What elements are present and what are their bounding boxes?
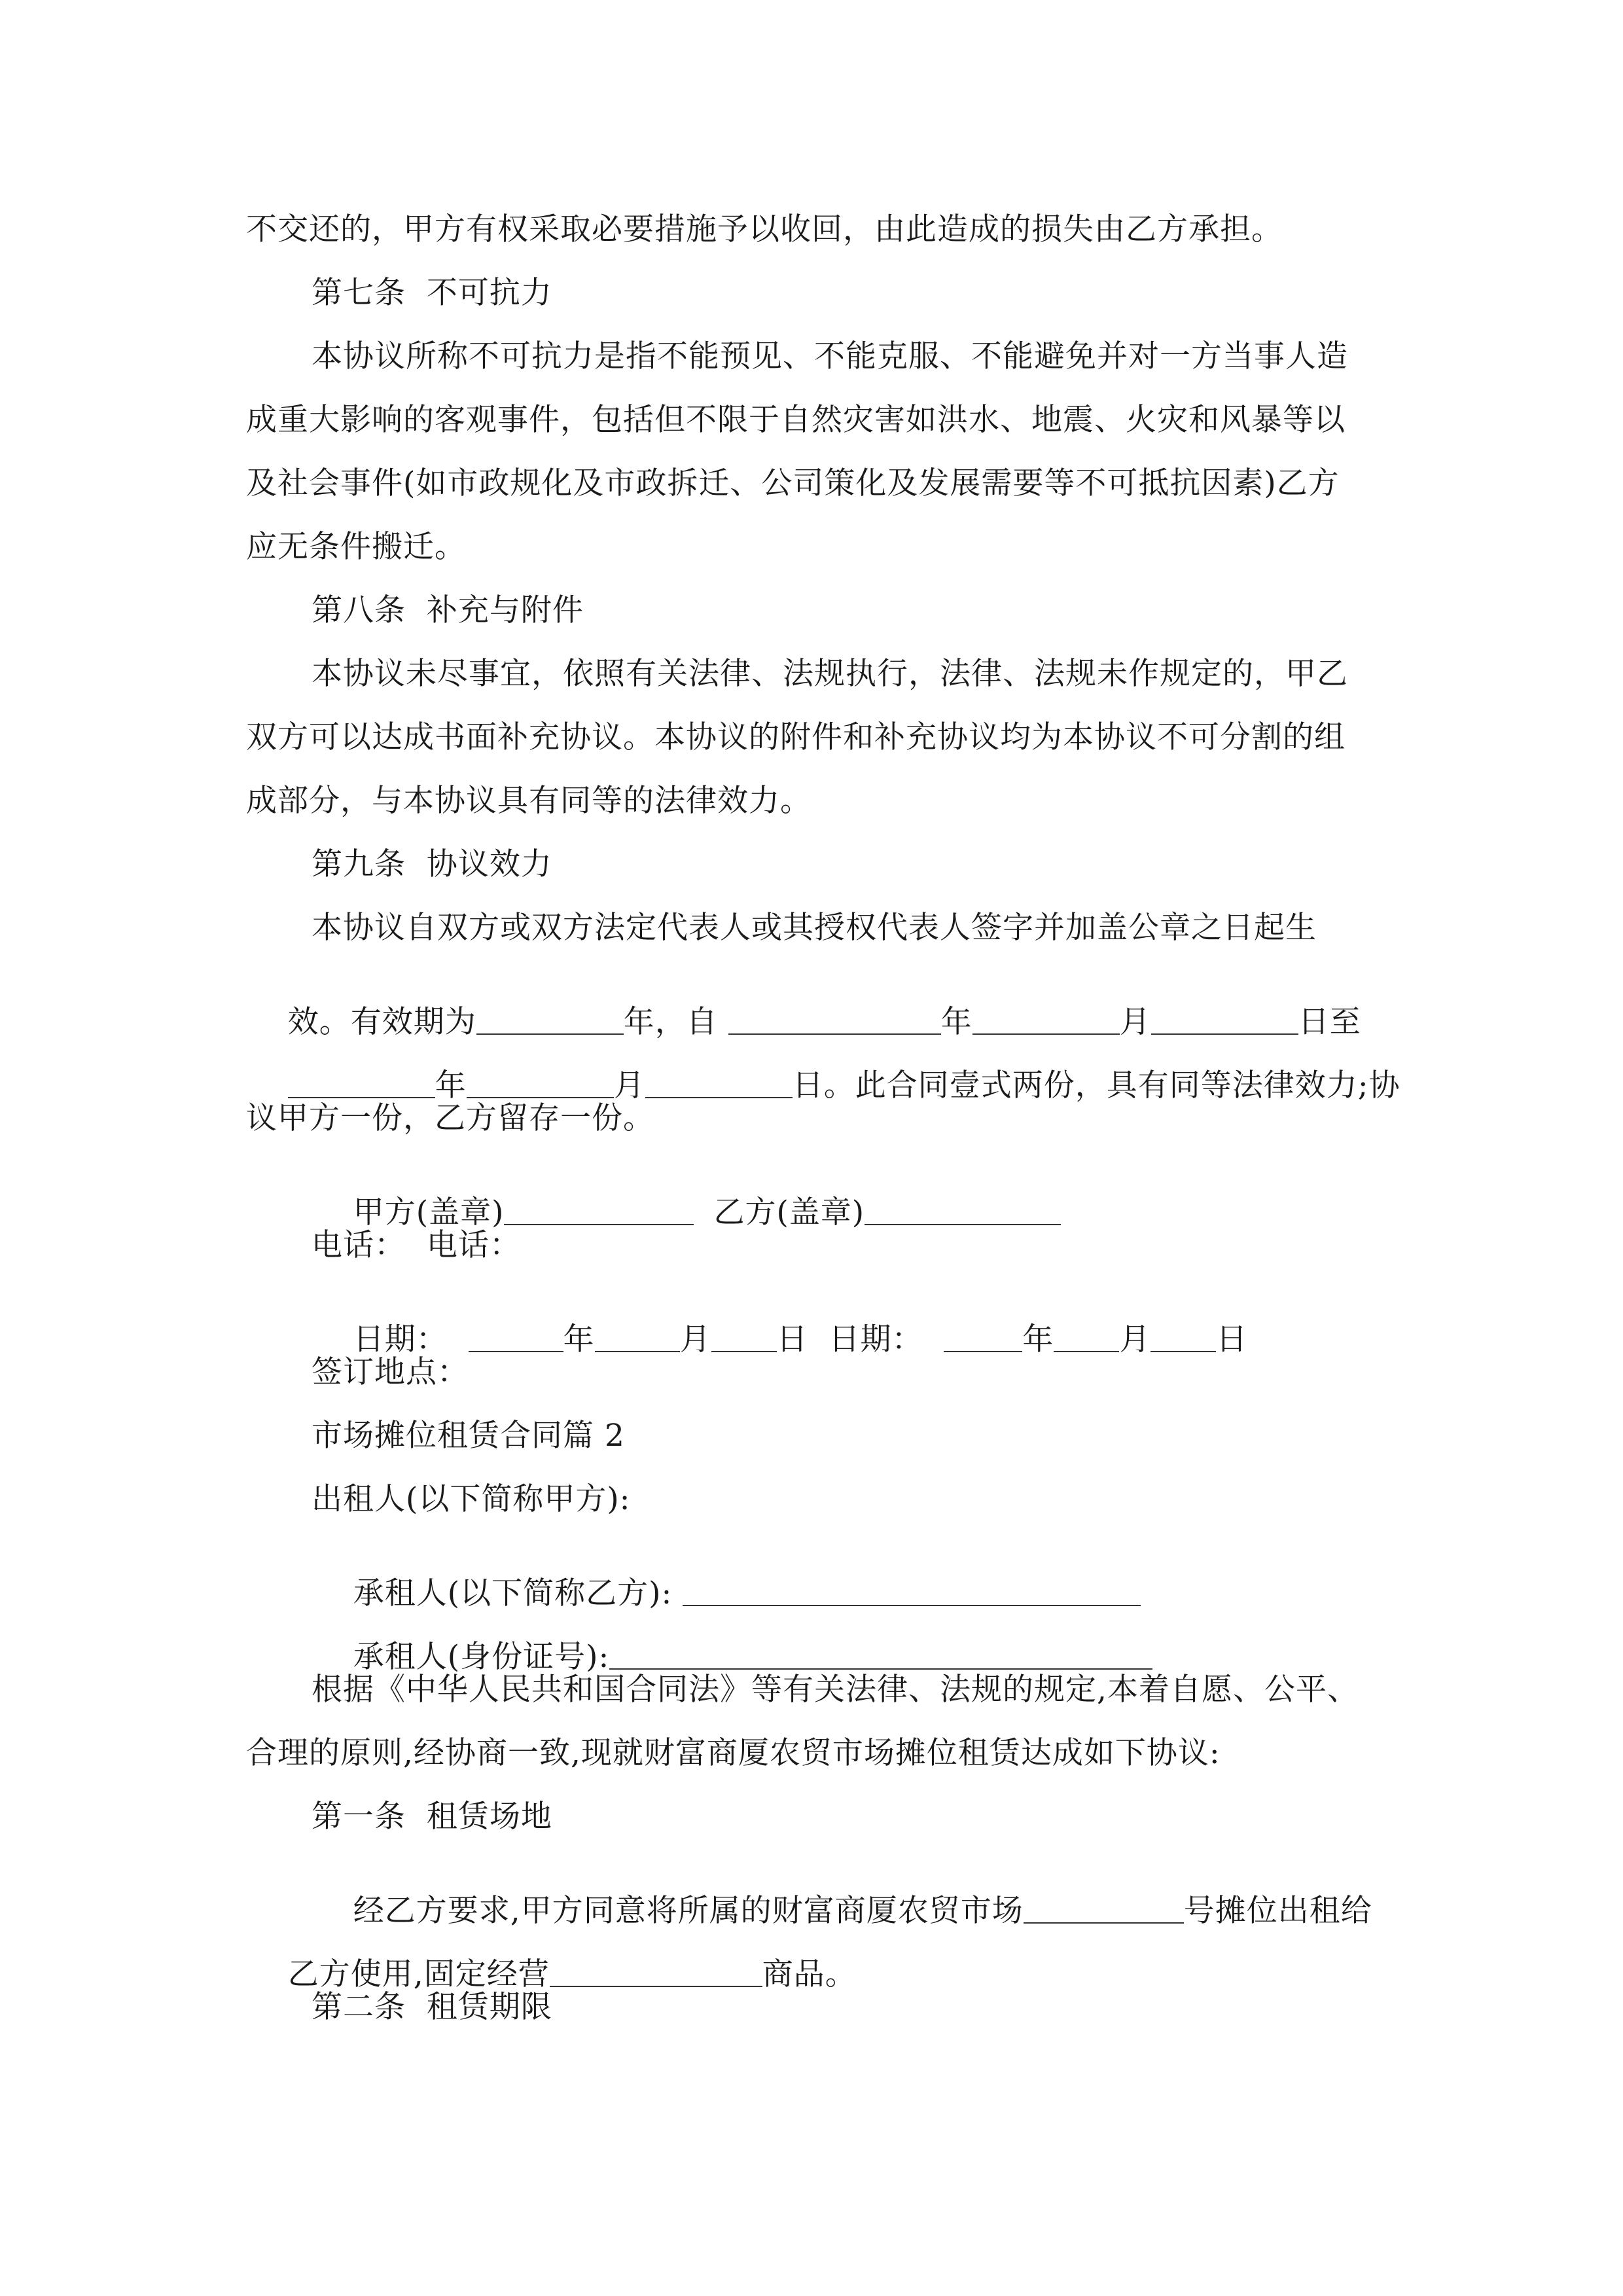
section-title: 市场摊位租赁合同篇 2 — [312, 1418, 625, 1454]
article-heading: 第一条 租赁场地 — [312, 1799, 552, 1835]
lessee-name-blank[interactable] — [683, 1579, 1141, 1606]
date-line: 日期： 年 月 日 日期： 年 月 日 — [353, 1321, 1248, 1357]
text-line: 应无条件搬迁。 — [246, 529, 466, 565]
text-line: 双方可以达成书面补充协议。本协议的附件和补充协议均为本协议不可分割的组 — [246, 719, 1346, 755]
years-blank[interactable] — [476, 1007, 624, 1035]
party-b-month-blank[interactable] — [1054, 1325, 1119, 1352]
party-a-month-blank[interactable] — [595, 1325, 680, 1352]
text-line: 合理的原则,经协商一致,现就财富商厦农贸市场摊位租赁达成如下协议: — [246, 1735, 1221, 1771]
article-heading: 第二条 租赁期限 — [312, 1989, 552, 2025]
lessor-line: 出租人(以下简称甲方): — [312, 1481, 631, 1517]
text-line: 议甲方一份，乙方留存一份。 — [246, 1100, 654, 1136]
party-b-day-blank[interactable] — [1150, 1325, 1216, 1352]
end-day-blank[interactable] — [645, 1071, 793, 1098]
phone-line: 电话： 电话： — [312, 1227, 521, 1263]
text-line: 根据《中华人民共和国合同法》等有关法律、法规的规定,本着自愿、公平、 — [312, 1672, 1359, 1708]
end-month-blank[interactable] — [467, 1071, 614, 1098]
text-line: 不交还的，甲方有权采取必要措施予以收回，由此造成的损失由乙方承担。 — [246, 211, 1283, 247]
party-b-year-blank[interactable] — [944, 1325, 1022, 1352]
start-day-blank[interactable] — [1151, 1007, 1298, 1035]
party-a-year-blank[interactable] — [469, 1325, 563, 1352]
end-year-blank[interactable] — [288, 1071, 435, 1098]
article-heading: 第七条 不可抗力 — [312, 275, 552, 311]
lessee-line: 承租人(以下简称乙方): — [312, 1547, 1141, 1640]
party-a-day-blank[interactable] — [711, 1325, 777, 1352]
text-line: 本协议自双方或双方法定代表人或其授权代表人签字并加盖公章之日起生 — [312, 910, 1317, 946]
text-line: 本协议所称不可抗力是指不能预见、不能克服、不能避免并对一方当事人造 — [312, 338, 1348, 374]
end-date-line: 年 月 日。此合同壹式两份，具有同等法律效力;协 — [246, 1039, 1400, 1132]
seal-line: 甲方(盖章) 乙方(盖章) — [312, 1166, 1061, 1259]
text-line: 成部分，与本协议具有同等的法律效力。 — [246, 783, 812, 819]
goods-line: 乙方使用,固定经营 商品。 — [287, 1956, 857, 1992]
lessee-id-line: 承租人(身份证号): — [312, 1611, 1152, 1703]
party-b-seal-blank[interactable] — [865, 1198, 1061, 1225]
lessee-id-blank[interactable] — [609, 1642, 1152, 1670]
text-line: 成重大影响的客观事件，包括但不限于自然灾害如洪水、地震、火灾和风暴等以 — [246, 402, 1346, 438]
party-a-seal-blank[interactable] — [504, 1198, 694, 1225]
start-year-blank[interactable] — [728, 1007, 941, 1035]
validity-period-line: 效。有效期为 年，自 年 月 日至 — [287, 1004, 1361, 1040]
text-line: 本协议未尽事宜，依照有关法律、法规执行，法律、法规未作规定的，甲乙 — [312, 656, 1348, 692]
goods-blank[interactable] — [550, 1960, 762, 1987]
article-heading: 第八条 补充与附件 — [312, 592, 584, 628]
stall-number-blank[interactable] — [1024, 1896, 1184, 1924]
start-month-blank[interactable] — [972, 1007, 1120, 1035]
stall-line: 经乙方要求,甲方同意将所属的财富商厦农贸市场 号摊位出租给 — [353, 1893, 1372, 1929]
text-line: 及社会事件(如市政规化及市政拆迁、公司策化及发展需要等不可抵抗因素)乙方 — [246, 465, 1340, 501]
article-heading: 第九条 协议效力 — [312, 846, 552, 882]
signing-place-line: 签订地点： — [312, 1354, 469, 1390]
